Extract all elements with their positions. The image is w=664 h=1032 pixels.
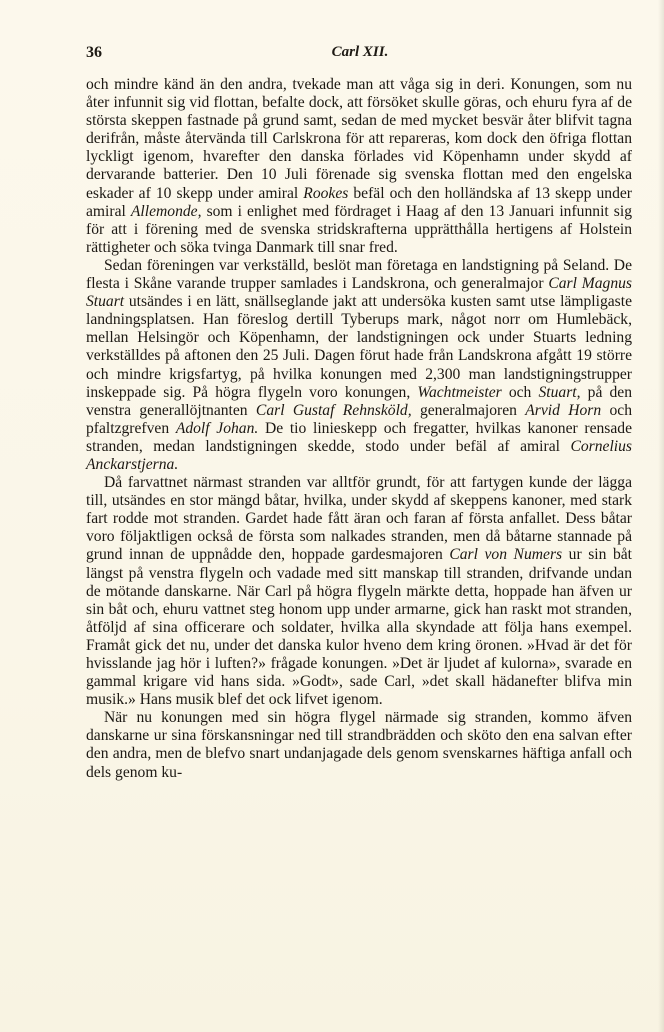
paragraph-3 bbox=[86, 474, 632, 709]
italic-name-run: Wachtmeister bbox=[417, 383, 502, 401]
text-run: När nu konungen med sin högra flygel närmade sig stranden, kommo äfven danskarne ur sina förskansningar ned till strandbrädden och sköto den ena salvan efter den andra, men de blefvo snart undanjagade dels genom svenskarnes häftiga anfall och dels genom ku- bbox=[86, 709, 632, 781]
italic-name-run: Carl von Numers bbox=[449, 546, 563, 564]
italic-name-run: Cornelius Anckarstjerna. bbox=[86, 437, 632, 473]
page-number: 36 bbox=[86, 44, 102, 61]
text-run: och bbox=[501, 383, 539, 401]
body-text bbox=[86, 76, 632, 782]
italic-name-run: Arvid Horn bbox=[525, 401, 602, 419]
italic-name-run: Carl Magnus Stuart bbox=[86, 275, 632, 311]
paragraph-2 bbox=[86, 257, 632, 474]
paragraph-1 bbox=[86, 76, 632, 257]
text-run: Då farvattnet närmast stranden var alltför grundt, för att fartygen kunde der lägga till, utsändes en stor mängd båtar, hvilka, under skydd af skeppens kanoner, med stark fart rodde mot stranden. Gardet hade fått äran och faran af första anfallet. Dess båtar voro följaktligen också de första som nalkades stranden, men då båtarne stannade på grund innan de uppnådde den, hoppade gardesmajoren bbox=[86, 474, 632, 564]
text-run: utsändes i en lätt, snällseglande jakt att undersöka kusten samt utse lämpligaste landningsplatsen. Han föreslog dertill Tyberups mark, något norr om Humlebäck, mellan Helsingör och Köpenhamn, der landstigningen ock under Stuarts ledning verkställdes på aftonen den 25 Juli. Dagen förut hade från Landskrona afgått 19 större och mindre krigsfartyg, på hvilka konungen med 2,300 man landstigningstrupper inskeppade sig. På högra flygeln voro konungen, bbox=[86, 293, 632, 401]
text-run: och pfaltzgrefven bbox=[86, 401, 632, 437]
text-run: som i enlighet med fördraget i Haag af den 13 Januari infunnit sig för att i förening med de svenska stridskrafterna upprätthålla hertigens af Holstein rättigheter och söka tvinga Danmark till snar fred. bbox=[86, 202, 632, 256]
text-run: befäl och den holländska af 13 skepp under amiral bbox=[86, 184, 632, 220]
italic-name-run: Allemonde, bbox=[130, 202, 202, 220]
text-run: och mindre känd än den andra, tvekade man att våga sig in deri. Konungen, som nu åter infunnit sig vid flottan, befalte dock, att försöket skulle göras, och ehuru fyra af de största skeppen fastnade på grund samt, sedan de med mycket besvär åter blifvit tagna derifrån, måste återvända till Carlskrona för att repareras, kom dock den öfriga flottan lyckligt igenom, hvarefter den danska förlades vid Köpenhamn under skydd af dervarande batterier. Den 10 Juli förenade sig svenska flottan med den engelska eskader af 10 skepp under amiral bbox=[86, 76, 632, 202]
text-run: på den venstra generallöjtnanten bbox=[86, 383, 633, 419]
running-title: Carl XII. bbox=[331, 44, 389, 60]
text-run: ur sin båt längst på venstra flygeln och vadade med sitt manskap till stranden, drifvande undan de mötande danskarne. När Carl på högra flygeln märkte detta, hoppade han äfven ur sin båt och, ehuru vattnet steg honom upp under armarne, gick han raskt mot stranden, åtföljd af sina officerare och soldater, hvilka alla skyndade att följa hans exempel. Framåt gick det nu, under det danska kulor hveno dem kring öronen. »Hvad är det för hvisslande jag hör i luften?» frågade konungen. »Det är ljudet af kulorna», svarade en gammal krigare vid hans sida. »Godt», sade Carl, »det skall hädanefter blifva min musik.» Hans musik blef det ock lifvet igenom. bbox=[86, 546, 633, 709]
text-run: generalmajoren bbox=[411, 401, 526, 419]
italic-name-run: Stuart, bbox=[538, 383, 581, 401]
paragraph-4 bbox=[86, 709, 632, 781]
text-run: De tio linieskepp och fregatter, hvilkas kanoner rensade stranden, medan landstigningen skedde, stodo under befäl af amiral bbox=[86, 419, 632, 455]
italic-name-run: Rookes bbox=[303, 184, 349, 202]
italic-name-run: Adolf Johan. bbox=[175, 419, 259, 437]
text-run: Sedan föreningen var verkställd, beslöt man företaga en landstigning på Seland. De flesta i Skåne varande trupper samlades i Landskrona, och generalmajor bbox=[86, 256, 632, 293]
running-head bbox=[86, 44, 634, 68]
italic-name-run: Carl Gustaf Rehnsköld, bbox=[255, 401, 412, 419]
